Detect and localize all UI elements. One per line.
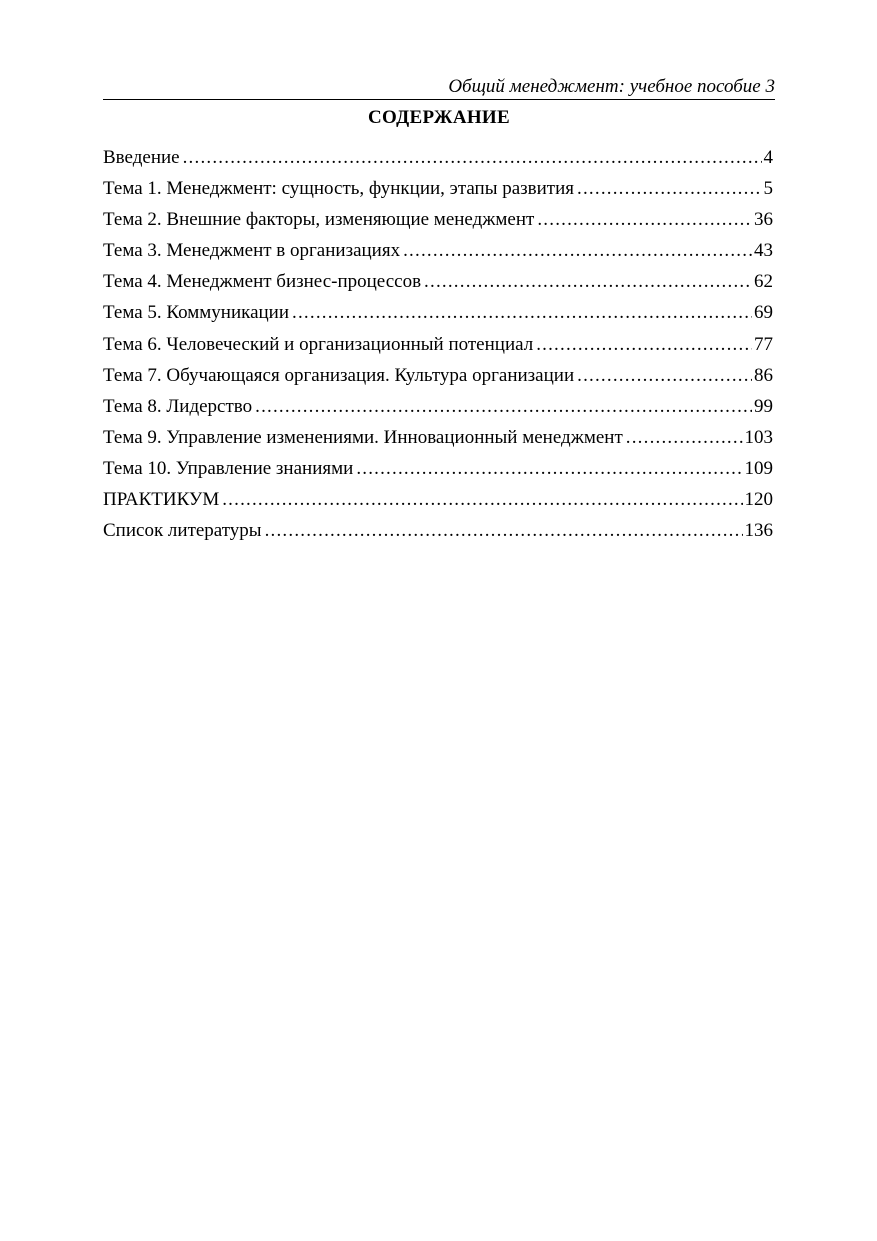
toc-entry-page: 36 (754, 209, 773, 231)
table-of-contents (103, 146, 773, 550)
toc-entry-topic-10[interactable] (103, 457, 773, 488)
dot-leader (222, 488, 742, 512)
toc-entry-topic-1[interactable] (103, 177, 773, 208)
toc-entry-topic-3[interactable] (103, 239, 773, 270)
toc-entry-label: Тема 6. Человеческий и организационный потенциал (103, 333, 534, 355)
header-rule (103, 99, 775, 100)
dot-leader (424, 270, 752, 294)
toc-entry-page: 136 (744, 520, 773, 542)
toc-entry-page: 120 (744, 489, 773, 511)
toc-entry-label: Список литературы (103, 520, 262, 542)
dot-leader (577, 177, 761, 201)
toc-entry-label: Тема 10. Управление знаниями (103, 457, 354, 479)
toc-entry-page: 4 (763, 147, 773, 168)
toc-entry-label: Тема 1. Менеджмент: сущность, функции, этапы развития (103, 178, 575, 200)
dot-leader (537, 208, 752, 232)
toc-entry-topic-7[interactable] (103, 364, 773, 395)
running-header: Общий менеджмент: учебное пособие 3 (448, 76, 775, 97)
toc-entry-label: Тема 7. Обучающаяся организация. Культура организации (103, 364, 575, 386)
toc-entry-topic-2[interactable] (103, 208, 773, 239)
toc-entry-page: 86 (754, 364, 773, 386)
toc-entry-label: Тема 4. Менеджмент бизнес-процессов (103, 271, 422, 293)
dot-leader (536, 333, 752, 357)
toc-title: СОДЕРЖАНИЕ (368, 107, 510, 128)
toc-entry-topic-5[interactable] (103, 301, 773, 332)
toc-entry-topic-9[interactable] (103, 426, 773, 457)
dot-leader (356, 457, 742, 481)
toc-entry-page: 69 (754, 302, 773, 324)
toc-entry-page: 99 (754, 395, 773, 417)
toc-entry-page: 62 (754, 271, 773, 293)
dot-leader (577, 364, 752, 388)
toc-entry-label: Тема 2. Внешние факторы, изменяющие менеджмент (103, 209, 535, 231)
toc-entry-label: Введение (103, 147, 180, 168)
toc-entry-label: Тема 9. Управление изменениями. Инновационный менеджмент (103, 426, 623, 448)
toc-entry-page: 77 (754, 333, 773, 355)
toc-entry-label: ПРАКТИКУМ (103, 489, 220, 511)
dot-leader (626, 426, 743, 450)
toc-entry-references[interactable] (103, 519, 773, 550)
toc-entry-topic-6[interactable] (103, 333, 773, 364)
toc-entry-topic-4[interactable] (103, 270, 773, 301)
toc-entry-introduction[interactable] (103, 146, 773, 177)
toc-entry-page: 5 (763, 178, 773, 200)
toc-entry-label: Тема 8. Лидерство (103, 395, 253, 417)
toc-entry-page: 103 (744, 426, 773, 448)
dot-leader (403, 239, 752, 263)
toc-entry-practicum[interactable] (103, 488, 773, 519)
dot-leader (255, 395, 752, 419)
toc-entry-topic-8[interactable] (103, 395, 773, 426)
dot-leader (292, 301, 752, 325)
toc-entry-label: Тема 5. Коммуникации (103, 302, 290, 324)
toc-entry-page: 109 (744, 457, 773, 479)
toc-entry-page: 43 (754, 240, 773, 262)
dot-leader (265, 519, 743, 543)
toc-entry-label: Тема 3. Менеджмент в организациях (103, 240, 401, 262)
dot-leader (183, 146, 762, 170)
